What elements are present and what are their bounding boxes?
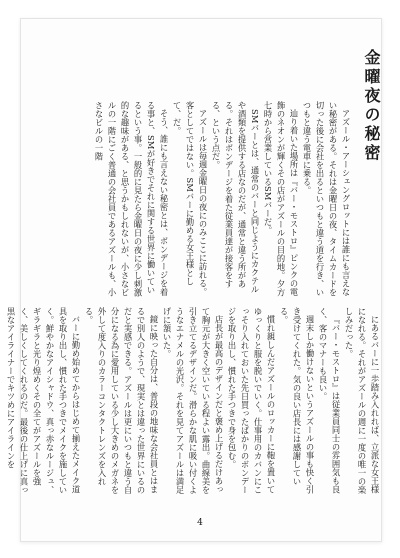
paragraph: 『バー・モストロ』は従業員同士の雰囲気も良く、客のマナーも良い。 <box>318 307 341 494</box>
paragraph: SMバーとは、通常のバーと同じようにカクテルや酒類を提供する店なのだが、通常と違う所がある。それはボンデージを着た従業員達が接客をする、という点だ。 <box>211 101 260 294</box>
chapter-title: 金曜夜の秘密 <box>362 49 381 163</box>
paragraph: バーに勤め始めてからはじめて揃えたメイク道具を取り出し、慣れた手つきでメイクを施していく。鮮やかなアイシャドウ、真っ赤なルージュ、ギラギラと光り煌めくその全てがアズールを強く、美しくしてくれるのだ。最後の仕上げに真っ黒なアイライナーでキツめにアイラインを <box>6 307 81 494</box>
paragraph: 辿り着いた場所は『バー・モストロ』ピンクの電飾のネオンが輝くその店がアズールの目的地。夕方七時から営業しているSMバーだ。 <box>263 101 299 297</box>
paragraph: にあるバーに一歩踏み入れれば、立派な女王様になれる。それがアズールの週に一度の唯一の楽しみだった。 <box>344 307 380 494</box>
page-number: 4 <box>197 518 203 528</box>
paragraph: 店長が最高のデザインだと褒め上げるだけあって胸元が大きく空いている程よい露出。曲線美を引き立てるデザインだ。滑らかな肌に吸い付くようなエナメルの光沢。それを見てアズールは満足げに頷いた。 <box>162 307 224 494</box>
paragraph: アズールは毎週金曜日の夜にのみここに訪れる。客としてではない。SMバーに勤める女王様として、だ。 <box>172 101 208 297</box>
paper-sheet <box>6 18 382 542</box>
paragraph: アズール・アーシェングロットには誰にも言えない秘密がある。それは金曜日の夜、タイムカードを切った後に会社を出るといつもと違う道を行き、いつもと違う電車に乗る。 <box>302 101 351 297</box>
paragraph: 慣れ親しんだアズールのロッカーに鞄を置いてゆっくりと服を脱いでいく。仕事用のカバンにこっそり入れておいた先日買ったばかりのボンデージを取り出し、慣れた手つきで身を包む。 <box>227 307 276 494</box>
body-text-lower-column <box>6 307 381 502</box>
body-text-upper-column <box>69 101 352 301</box>
paragraph: 鏡に映った自分は、普段の地味な会社員とはまるで別人のようで、現実とは違った世界にいるのだと実感できる。アズールは更にいつもと違う自分になる為に愛用している少し大きめのメガネを外して度入りのカラーコンタクトレンズを入れる。 <box>84 307 159 494</box>
paragraph: そう、誰にも言えない秘密とは、ボンデージを着る事と、SMが好きでそれに関する世界に働いているという事。一般的に見たら金曜日の夜に少し刺激的な趣味がある、と思うかもしれないが、小さなビルの一階にごく普通の会社員であるアズールも、小さなビルの一階 <box>94 101 169 297</box>
paragraph: 週末しか働けないというアズールの事も快く引き受けてくれた。気の良い店長には感謝している。 <box>279 307 315 494</box>
